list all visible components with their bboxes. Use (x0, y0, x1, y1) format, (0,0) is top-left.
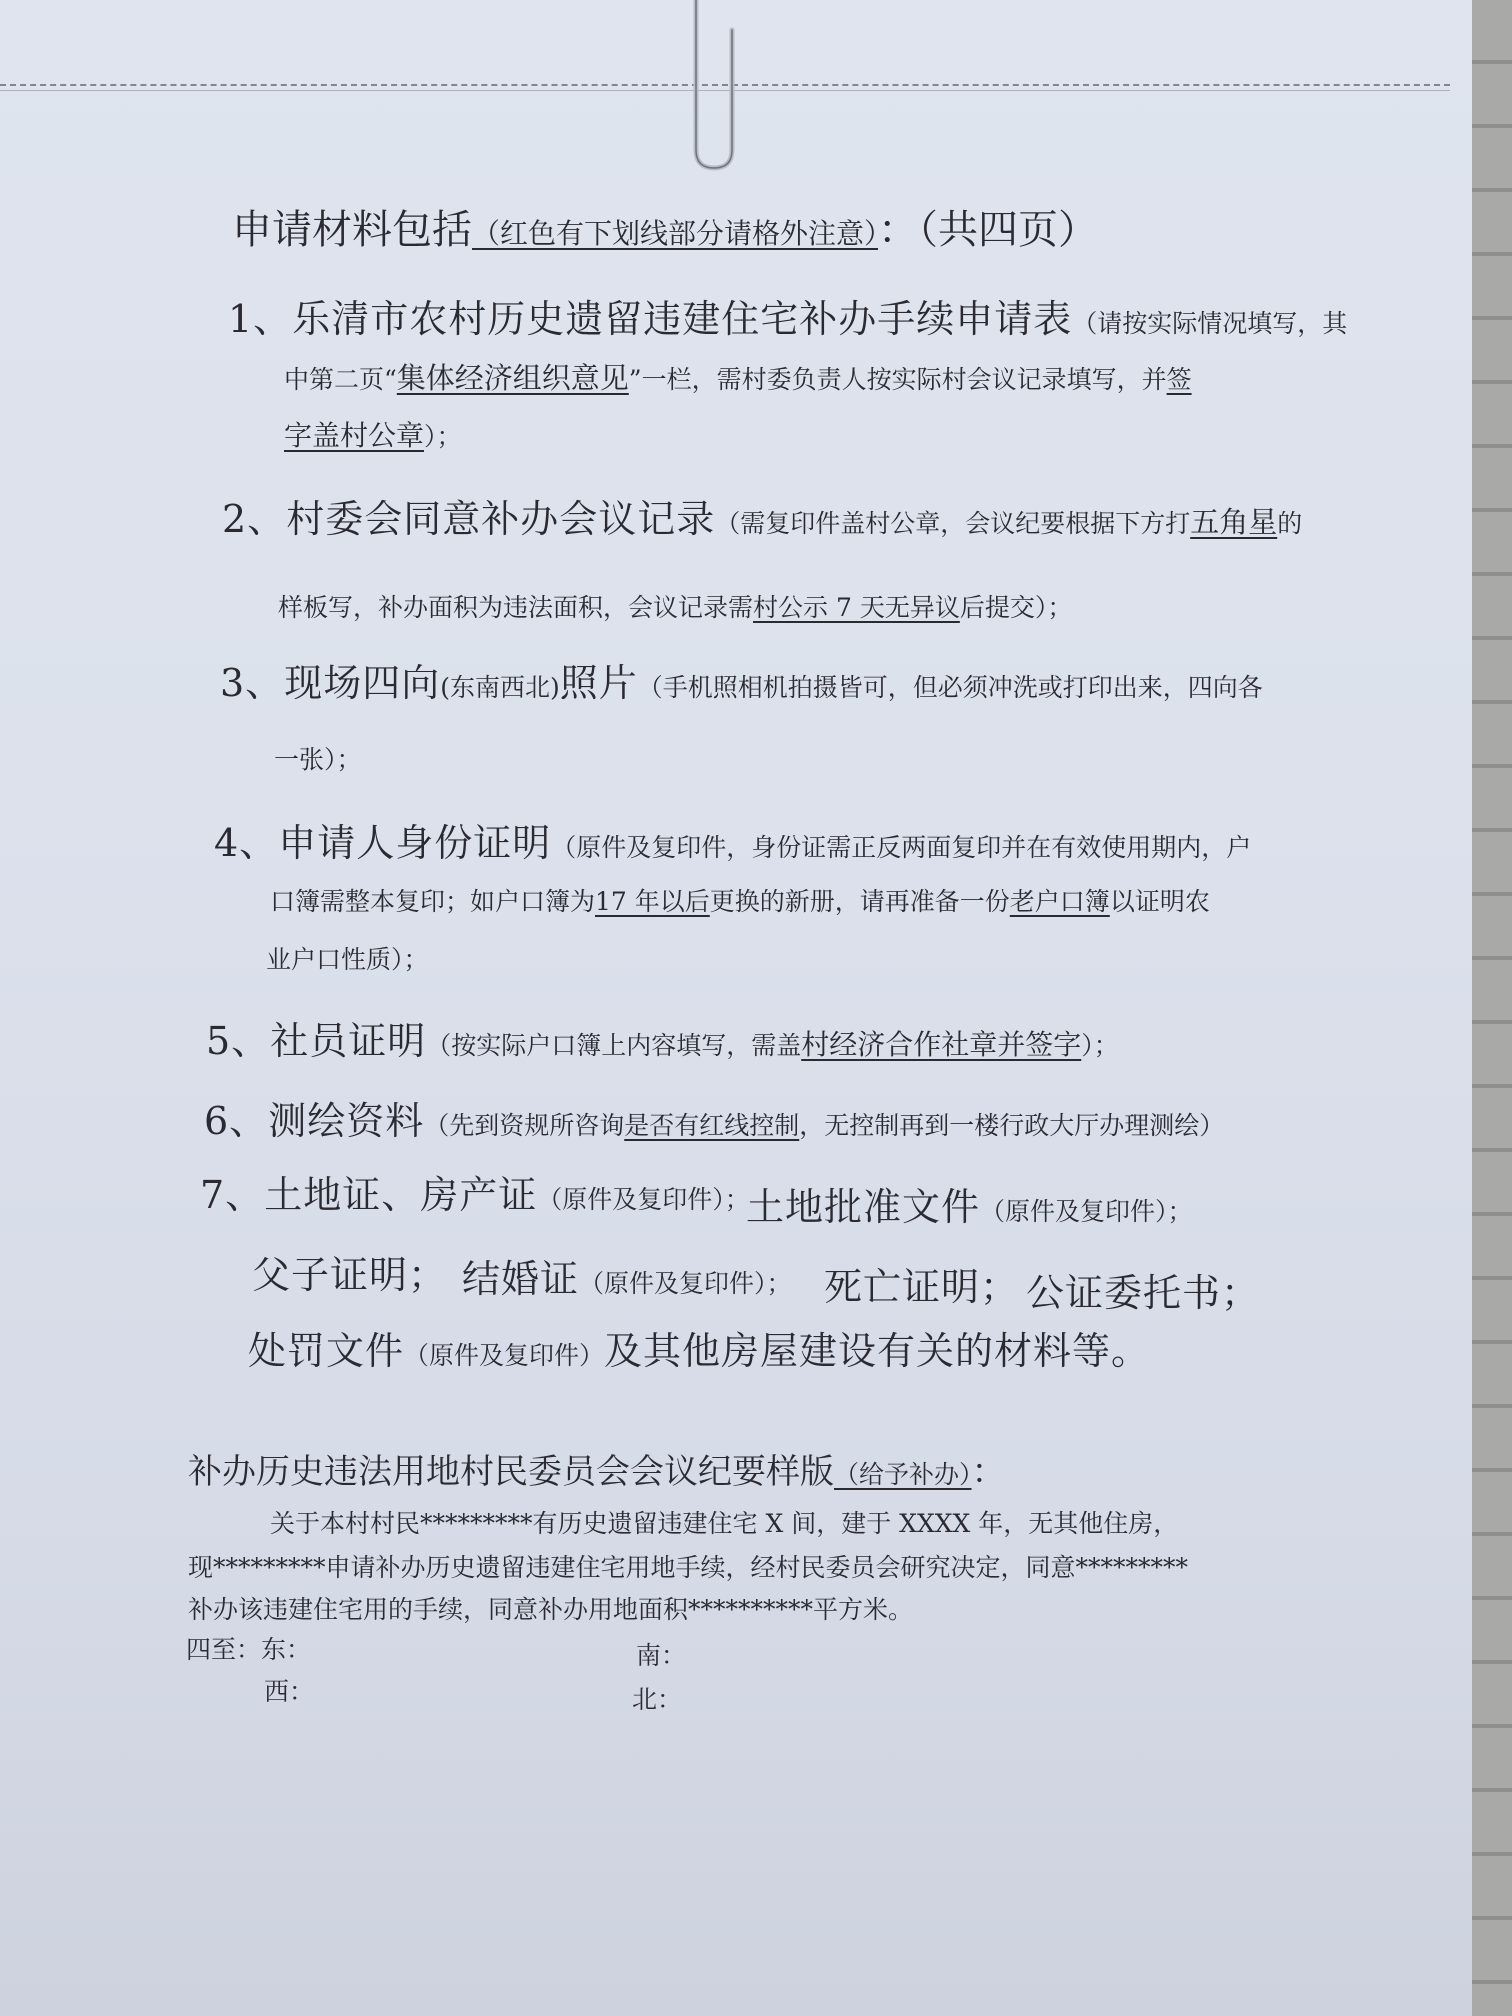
item-note: （原件及复印件） (404, 1341, 605, 1370)
item-text: ”一栏，需村委负责人按实际村会议记录填写，并 (628, 365, 1167, 394)
item-7-line-1 (200, 1164, 750, 1219)
item-2-line-2 (278, 588, 1072, 624)
boundary-north (632, 1680, 682, 1716)
item-1-line-3 (284, 414, 462, 454)
materials-heading (232, 198, 1098, 255)
item-note: （需复印件盖村公章，会议纪要根据下方打 (715, 509, 1191, 538)
heading-main: 申请材料包括 (232, 207, 472, 253)
item-number: 3、 (220, 661, 285, 705)
item-text: 以证明农 (1109, 887, 1210, 916)
item-emphasis: 集体经济组织意见 (396, 361, 629, 395)
item-note: （原件及复印件）； (579, 1269, 792, 1298)
item-text: 业户口性质）； (266, 945, 429, 974)
item-title: 死亡证明； (824, 1265, 1020, 1309)
item-4-line-3 (266, 940, 429, 976)
sample-paragraph-line-3 (188, 1590, 913, 1626)
item-number: 7、 (200, 1173, 265, 1217)
item-7-marriage (462, 1248, 792, 1303)
item-text: 一张）； (274, 745, 362, 774)
sample-title (188, 1444, 1006, 1493)
item-note: ）； (1081, 1031, 1119, 1060)
boundary-label: 四至： (186, 1635, 262, 1664)
boundary-west-label: 西： (264, 1677, 315, 1706)
sample-title-note: （给予补办） (834, 1460, 972, 1489)
item-title: 父子证明； (252, 1253, 448, 1297)
heading-tail: ：（共四页） (878, 207, 1099, 253)
item-note: （请按实际情况填写，其 (1072, 309, 1348, 338)
item-title: 村委会同意补办会议记录 (286, 497, 716, 541)
item-text: 样板写，补办面积为违法面积，会议记录需 (278, 593, 754, 622)
item-number: 5、 (206, 1019, 271, 1063)
boundary-east (186, 1630, 311, 1666)
item-title: 申请人身份证明 (278, 821, 552, 865)
item-note: （手机照相机拍摄皆可，但必须冲洗或打印出来，四向各 (637, 673, 1263, 702)
item-note: ，无控制再到一楼行政大厅办理测绘） (799, 1111, 1225, 1140)
item-4-line-1 (214, 812, 1251, 867)
item-6-line-1 (204, 1090, 1224, 1145)
item-7-land-approval (746, 1176, 1193, 1231)
item-note: （原件及复印件）； (980, 1197, 1193, 1226)
item-4-line-2 (270, 882, 1210, 918)
item-title: 照片 (559, 661, 638, 705)
item-note: （原件及复印件）； (537, 1185, 750, 1214)
item-title: 公证委托书； (1026, 1271, 1261, 1315)
item-emphasis: 签 (1166, 365, 1192, 394)
item-note: 的 (1277, 509, 1303, 538)
background-wall (1472, 0, 1512, 2016)
item-text: 后提交）； (959, 593, 1073, 622)
item-emphasis: 村经济合作社章并签字 (801, 1028, 1082, 1061)
item-text: 中第二页“ (284, 365, 397, 394)
item-note: （原件及复印件，身份证需正反两面复印并在有效使用期内，户 (551, 833, 1252, 862)
item-emphasis: 老户口簿 (1009, 887, 1110, 916)
item-number: 2、 (222, 497, 287, 541)
item-title: 社员证明 (270, 1019, 427, 1063)
item-title: 测绘资料 (268, 1099, 425, 1143)
item-title: 现场四向 (284, 661, 441, 705)
item-note: （先到资规所咨询 (424, 1111, 625, 1140)
item-1-line-1 (228, 288, 1347, 343)
item-title: 土地批准文件 (746, 1185, 981, 1229)
item-text: ）； (424, 422, 462, 451)
item-text: 口簿需整本复印；如户口簿为 (270, 887, 596, 916)
boundary-south-label: 南： (636, 1641, 687, 1670)
item-title: 乐清市农村历史遗留违建住宅补办手续申请表 (292, 297, 1073, 341)
paperclip-icon (688, 0, 748, 175)
item-title: 结婚证 (462, 1257, 580, 1301)
item-number: 4、 (214, 821, 279, 865)
item-7-line-2 (252, 1244, 447, 1299)
heading-note: （红色有下划线部分请格外注意） (472, 217, 879, 250)
boundary-west (264, 1672, 314, 1708)
boundary-south (636, 1636, 686, 1672)
sample-text: 补办该违建住宅用的手续，同意补办用地面积**********平方米。 (188, 1595, 914, 1624)
sample-paragraph-line-2 (188, 1548, 1188, 1584)
item-emphasis: 是否有红线控制 (624, 1111, 800, 1140)
item-1-line-2 (284, 356, 1192, 397)
item-note: （按实际户口簿上内容填写，需盖 (426, 1031, 802, 1060)
boundary-east-label: 东： (261, 1635, 312, 1664)
item-7-notary (1026, 1262, 1260, 1317)
item-text: 更换的新册，请再准备一份 (709, 887, 1010, 916)
sample-title-tail: ： (971, 1452, 1006, 1492)
item-5-line-1 (206, 1010, 1119, 1065)
item-3-line-2 (274, 740, 362, 776)
item-title: 土地证、房产证 (264, 1173, 538, 1217)
item-number: 6、 (204, 1099, 269, 1143)
sample-title-text: 补办历史违法用地村民委员会会议纪要样版 (188, 1452, 834, 1492)
item-emphasis: 17 年以后 (595, 887, 710, 916)
item-emphasis: 村公示 7 天无异议 (753, 593, 960, 622)
sample-paragraph-line-1 (270, 1504, 1178, 1540)
boundary-north-label: 北： (632, 1685, 683, 1714)
item-title: 及其他房屋建设有关的材料等。 (604, 1329, 1151, 1373)
item-emphasis: 字盖村公章 (284, 419, 425, 452)
item-7-death (824, 1256, 1019, 1311)
item-number: 1、 (228, 297, 293, 341)
item-7-line-3 (248, 1320, 1150, 1375)
sample-text: 现*********申请补办历史遗留违建住宅用地手续，经村民委员会研究决定，同意********* (188, 1553, 1189, 1582)
sample-text: 关于本村村民*********有历史遗留违建住宅 X 间，建于 XXXX 年，无其他住房， (270, 1509, 1179, 1538)
item-title-small: (东南西北) (440, 673, 560, 702)
item-2-line-1 (222, 488, 1302, 543)
item-title: 处罚文件 (248, 1329, 405, 1373)
item-3-line-1 (220, 652, 1263, 707)
item-emphasis: 五角星 (1190, 505, 1278, 539)
